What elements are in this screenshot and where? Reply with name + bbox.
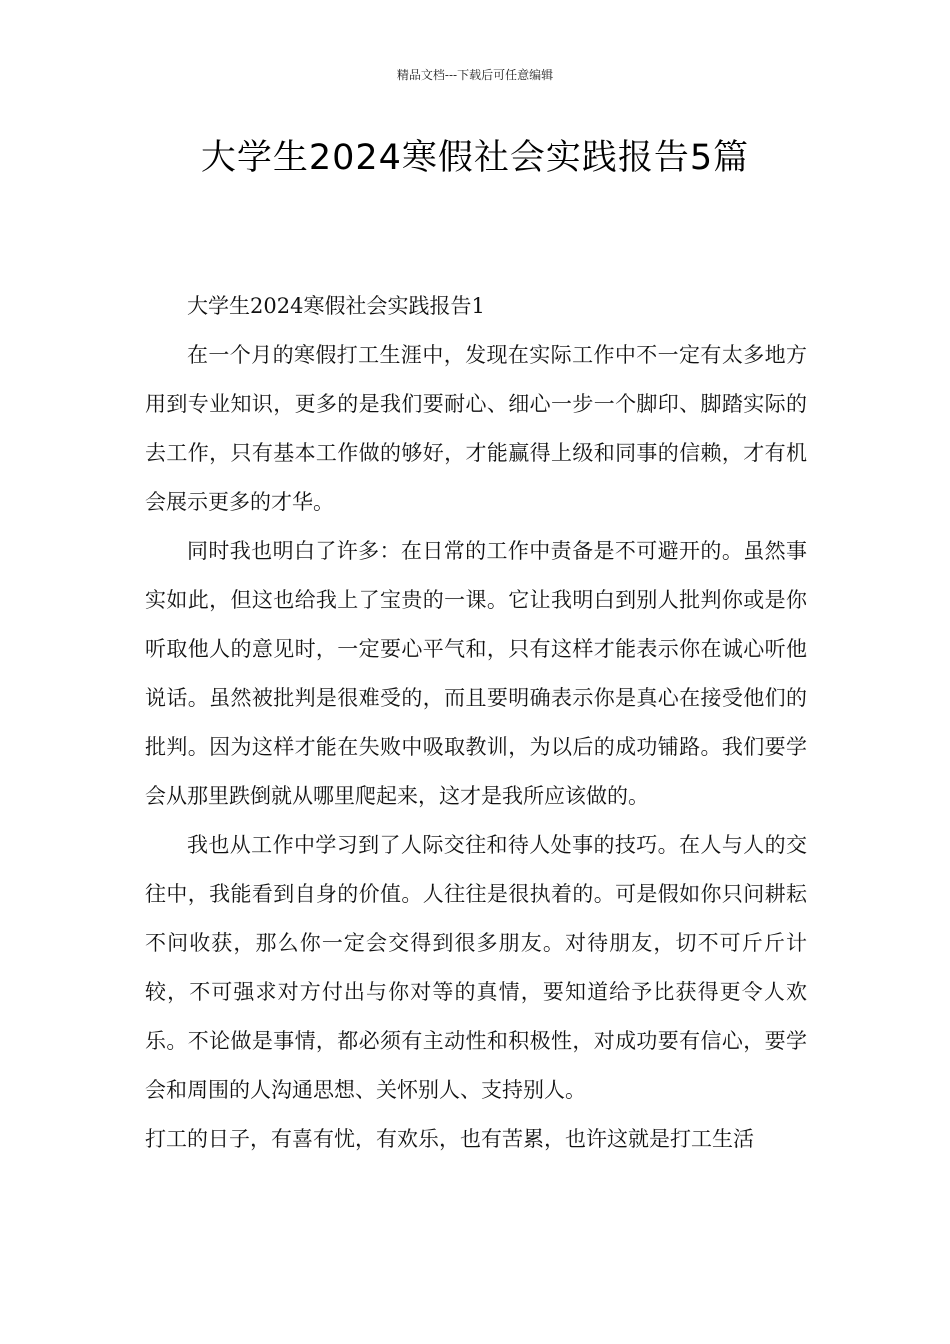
paragraph-2: 同时我也明白了许多：在日常的工作中责备是不可避开的。虽然事实如此，但这也给我上了宝贵的一课。它让我明白到别人批判你或是你听取他人的意见时，一定要心平气和，只有这样才能表示你在诚心听他说话。虽然被批判是很难受的，而且要明确表示你是真心在接受他们的批判。因为这样才能在失败中吸取教训，为以后的成功铺路。我们要学会从那里跌倒就从哪里爬起来，这才是我所应该做的。: [145, 539, 807, 808]
header-note: 精品文档---下载后可任意编辑: [396, 68, 554, 82]
paragraph-1: 在一个月的寒假打工生涯中，发现在实际工作中不一定有太多地方用到专业知识，更多的是我们要耐心、细心一步一个脚印、脚踏实际的去工作，只有基本工作做的够好，才能赢得上级和同事的信赖，才有机会展示更多的才华。: [145, 343, 807, 514]
paragraph-4: 打工的日子，有喜有忧，有欢乐，也有苦累，也许这就是打工生活: [145, 1127, 754, 1151]
document-body: [145, 282, 807, 1164]
document-title: 大学生2024寒假社会实践报告5篇: [200, 138, 750, 178]
paragraph-3: 我也从工作中学习到了人际交往和待人处事的技巧。在人与人的交往中，我能看到自身的价值。人往往是很执着的。可是假如你只问耕耘不问收获，那么你一定会交得到很多朋友。对待朋友，切不可斤斤计较，不可强求对方付出与你对等的真情，要知道给予比获得更令人欢乐。不论做是事情，都必须有主动性和积极性，对成功要有信心，要学会和周围的人沟通思想、关怀别人、支持别人。: [145, 833, 807, 1102]
section-heading: 大学生2024寒假社会实践报告1: [187, 294, 485, 318]
